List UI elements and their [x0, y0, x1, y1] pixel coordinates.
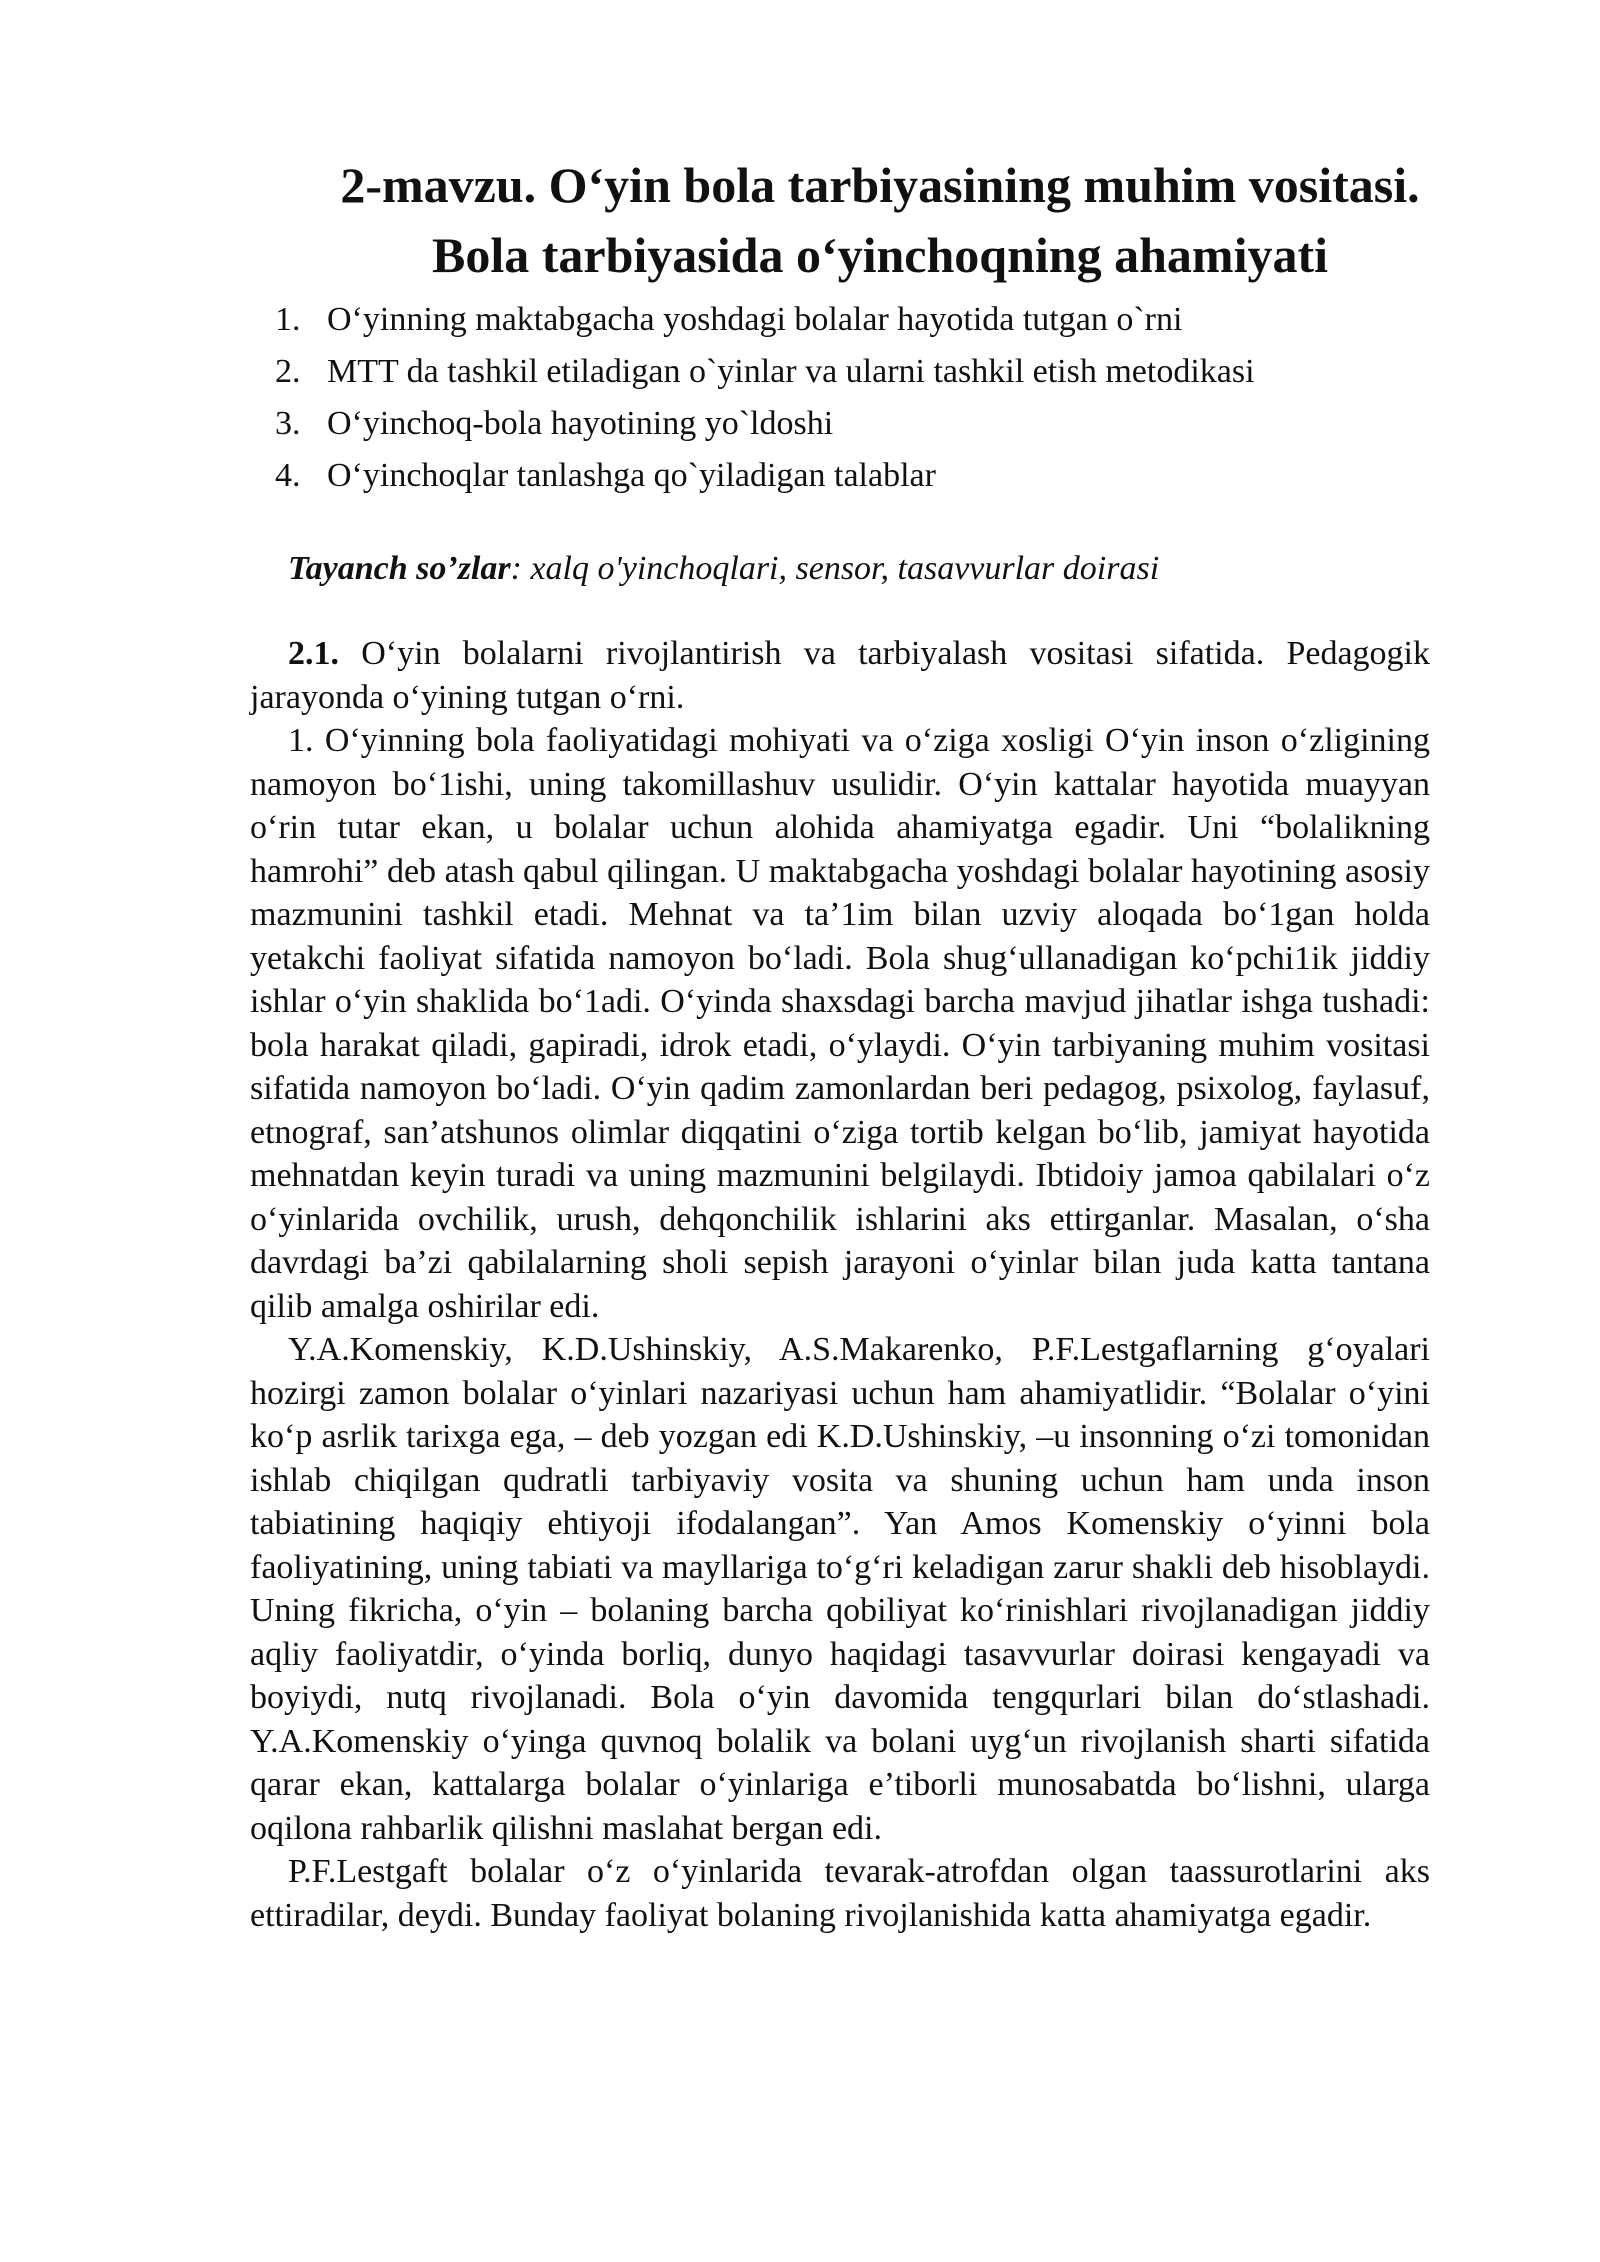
paragraph: P.F.Lestgaft bolalar o‘z o‘yinlarida tevarak-atrofdan olgan taassurotlarini aks ettiradilar, deydi. Bunday faoliyat bolaning rivojlanishida katta ahamiyatga egadir. — [250, 1853, 1430, 1934]
list-item-number: 3. — [275, 405, 301, 442]
list-item-number: 2. — [275, 353, 301, 390]
paragraph: 1. O‘yinning bola faoliyatidagi mohiyati va o‘ziga xosligi O‘yin inson o‘zligining namoyon bo‘1ishi, uning takomillashuv usulidir. O‘yin kattalar hayotida muayyan o‘rin tutar ekan, u bolalar uchun alohida ahamiyatga egadir. Uni “bolalikning hamrohi” deb atash qabul qilingan. U maktabgacha yoshdagi bolalar hayotining asosiy mazmunini tashkil etadi. Mehnat va ta’1im bilan uzviy aloqada bo‘1gan holda yetakchi faoliyat sifatida namoyon bo‘ladi. Bola shug‘ullanadigan ko‘pchi1ik jiddiy ishlar o‘yin shaklida bo‘1adi. O‘yinda shaxsdagi barcha mavjud jihatlar ishga tushadi: bola harakat qiladi, gapiradi, idrok etadi, o‘ylaydi. O‘yin tarbiyaning muhim vositasi sifatida namoyon bo‘ladi. O‘yin qadim zamonlardan beri pedagog, psixolog, faylasuf, etnograf, san’atshunos olimlar diqqatini o‘ziga tortib kelgan bo‘lib, jamiyat hayotida mehnatdan keyin turadi va uning mazmunini belgilaydi. Ibtidoiy jamoa qabilalari o‘z o‘yinlarida ovchilik, urush, dehqonchilik ishlarini aks ettirganlar. Masalan, o‘sha davrdagi ba’zi qabilalarning sholi sepish jarayoni o‘yinlar bilan juda katta tantana qilib amalga oshirilar edi. — [250, 722, 1430, 1325]
keywords-label: Tayanch so’zlar — [288, 550, 511, 587]
keywords-text: : xalq o'yinchoqlari, sensor, tasavvurlar doirasi — [510, 550, 1160, 587]
list-item-text: MTT da tashkil etiladigan o`yinlar va ularni tashkil etish metodikasi — [327, 353, 1255, 390]
list-item-number: 1. — [275, 301, 301, 338]
section-heading — [250, 632, 1430, 719]
section-number: 2.1. — [288, 635, 339, 672]
section-heading-text: O‘yin bolalarni rivojlantirish va tarbiyalash vositasi sifatida. Pedagogik jarayonda o‘yining tutgan o‘rni. — [250, 635, 1430, 716]
list-item-text: O‘yinning maktabgacha yoshdagi bolalar hayotida tutgan o`rni — [327, 301, 1183, 338]
list-item-text: O‘yinchoqlar tanlashga qo`yiladigan talablar — [327, 457, 936, 494]
section-body — [250, 632, 1430, 1937]
title-line-1: 2-mavzu. O‘yin bola tarbiyasining muhim vositasi. — [340, 157, 1420, 213]
paragraph: Y.A.Komenskiy, K.D.Ushinskiy, A.S.Makarenko, P.F.Lestgaflarning g‘oyalari hozirgi zamon bolalar o‘yinlari nazariyasi uchun ham ahamiyatlidir. “Bolalar o‘yini ko‘p asrlik tarixga ega, – deb yozgan edi K.D.Ushinskiy, –u insonning o‘zi tomonidan ishlab chiqilgan qudratli tarbiyaviy vosita va shuning uchun ham unda inson tabiatining haqiqiy ehtiyoji ifodalangan”. Yan Amos Komenskiy o‘yinni bola faoliyatining, uning tabiati va mayllariga to‘g‘ri keladigan zarur shakli deb hisoblaydi. Uning fikricha, o‘yin – bolaning barcha qobiliyat ko‘rinishlari rivojlanadigan jiddiy aqliy faoliyatdir, o‘yinda borliq, dunyo haqidagi tasavvurlar doirasi kengayadi va boyiydi, nutq rivojlanadi. Bola o‘yin davomida tengqurlari bilan do‘stlashadi. Y.A.Komenskiy o‘yinga quvnoq bolalik va bolani uyg‘un rivojlanish sharti sifatida qarar ekan, kattalarga bolalar o‘yinlariga e’tiborli munosabatda bo‘lishni, ularga oqilona rahbarlik qilishni maslahat bergan edi. — [250, 1331, 1430, 1847]
list-item — [250, 398, 1430, 450]
list-item — [250, 346, 1430, 398]
list-item-number: 4. — [275, 457, 301, 494]
document-page — [250, 150, 1430, 1937]
keywords-line — [288, 544, 1430, 594]
topic-list — [250, 294, 1430, 502]
page-title — [250, 150, 1430, 290]
list-item — [250, 294, 1430, 346]
title-line-2: Bola tarbiyasida o‘yinchoqning ahamiyati — [432, 227, 1328, 283]
list-item — [250, 450, 1430, 502]
list-item-text: O‘yinchoq-bola hayotining yo`ldoshi — [327, 405, 834, 442]
